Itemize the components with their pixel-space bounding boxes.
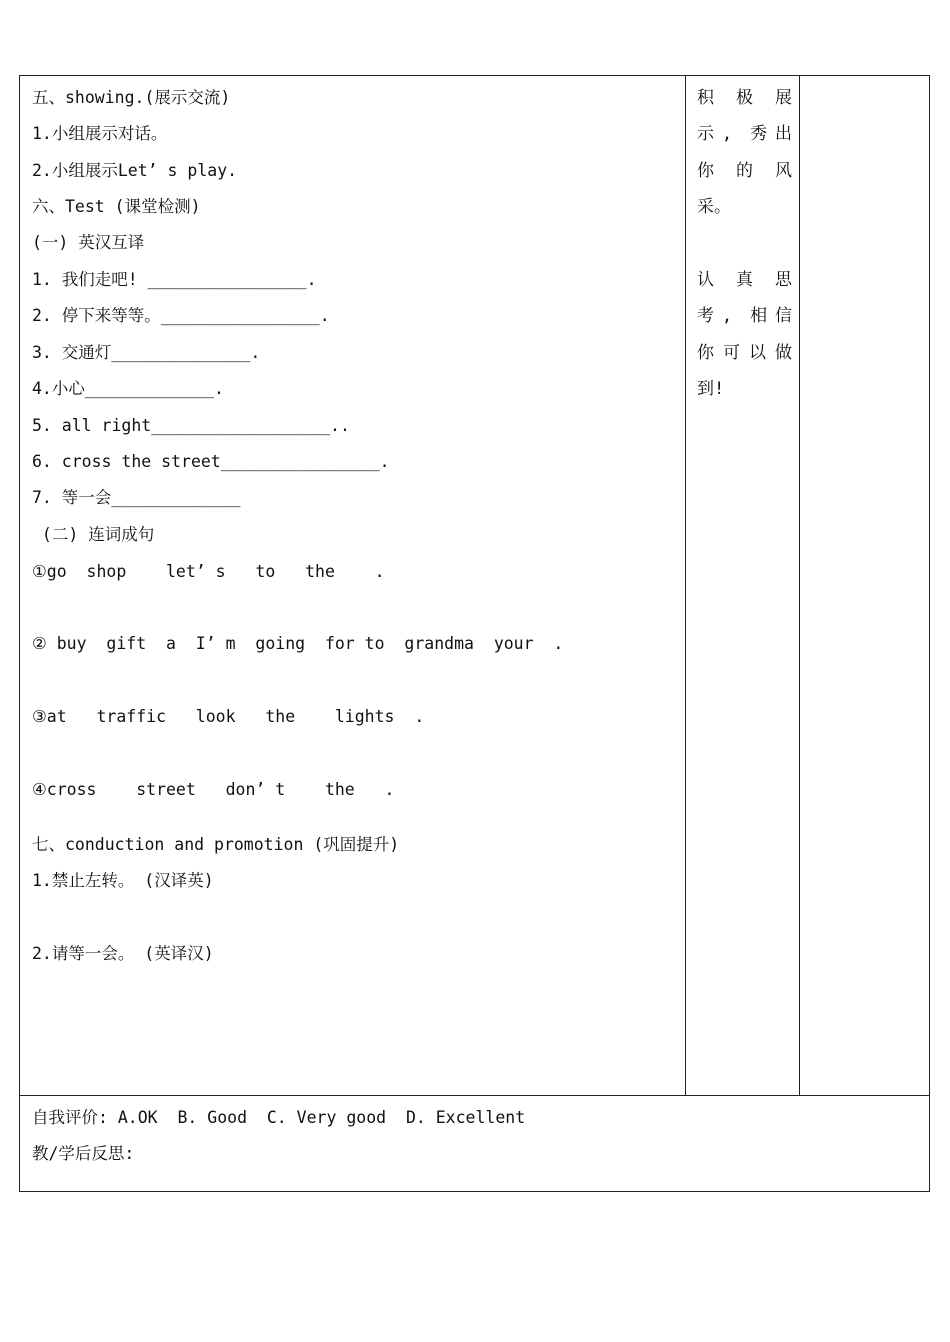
encouragement-line: 你可以做 [697,343,792,363]
column-divider-1 [685,76,686,1095]
translation-item-6: 6. cross the street________________. [32,452,390,471]
encouragement-line: 你 的 风 [697,161,792,181]
translation-item-7: 7. 等一会_____________ [32,488,241,507]
showing-item-1: 1.小组展示对话。 [32,124,168,143]
sentence-item-4: ④cross street don’ t the . [32,780,395,799]
translation-item-4: 4.小心_____________. [32,379,224,398]
row-divider [20,1095,929,1096]
teaching-reflection: 教/学后反思: [32,1144,135,1163]
worksheet-table [19,75,930,1192]
encouragement-line: 示, 秀出 [697,124,792,144]
encouragement-line: 积 极 展 [697,88,792,108]
translation-item-5: 5. all right__________________.. [32,416,350,435]
promotion-item-2: 2.请等一会。 (英译汉) [32,944,214,963]
section-test-heading: 六、Test (课堂检测) [32,197,201,216]
translation-item-1: 1. 我们走吧! ________________. [32,270,317,289]
column-divider-2 [799,76,800,1095]
section-promotion-heading: 七、conduction and promotion (巩固提升) [32,835,400,854]
sentence-item-1: ①go shop let’ s to the . [32,562,385,581]
encouragement-line: 认 真 思 [697,270,792,290]
sentence-item-3: ③at traffic look the lights . [32,707,425,726]
promotion-item-1: 1.禁止左转。 (汉译英) [32,871,214,890]
translation-item-3: 3. 交通灯______________. [32,343,261,362]
translation-item-2: 2. 停下来等等。________________. [32,306,330,325]
encouragement-line: 到! [697,379,725,399]
translation-subheading: (一) 英汉互译 [32,233,145,252]
sentence-subheading: (二) 连词成句 [32,525,155,544]
encouragement-line: 采。 [697,197,731,217]
sentence-item-2: ② buy gift a I’ m going for to grandma your . [32,634,564,653]
encouragement-line: 考, 相信 [697,306,792,326]
section-showing-heading: 五、showing.(展示交流) [32,88,231,107]
self-evaluation: 自我评价: A.OK B. Good C. Very good D. Excellent [32,1108,526,1127]
showing-item-2: 2.小组展示Let’ s play. [32,161,238,180]
